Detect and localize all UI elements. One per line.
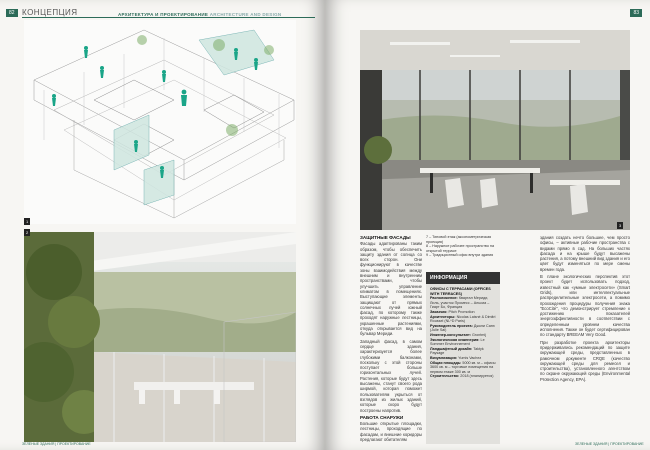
col3-paragraph-1: здания создать нечто большее, чем просто офисы, – активные рабочие пространства с видами прямо в сад. На больших частях фасада и на крыше будут высажены растения, а потому внешний вид здания и его цвет будут изменяться по мере смены времен года. — [540, 235, 630, 272]
footer-left: ЗЕЛЕНЫЕ ЗДАНИЯ | ПРОЕКТИРОВАНИЕ — [22, 442, 91, 446]
caption-9: 9 – Традиционный офис внутри здания — [426, 253, 494, 258]
info-location-label: Расположение: — [430, 296, 458, 301]
col1-paragraph-3: Большие открытые площадки, лестницы, проходящие по фасадам, и внешние коридоры предлагают обитателям — [360, 421, 422, 442]
info-client-value: Pitch Promotion — [448, 309, 475, 314]
running-header-en: ARCHITECTURE AND DESIGN — [209, 12, 282, 17]
info-landscape-value: Taktyk Paysage — [430, 346, 484, 356]
col1-paragraph-1: Фасады адаптированы таким образом, чтобы обеспечить защиту здания от солнца со всех сторон. Они функционируют в качестве зоны взаимодействия между внешним и внутренним пространствами, чтобы улучшить управление климатом в помещениях. Выступающие элементы защищают от прямых солнечных лучей южный фасад, по которому также проходят наружные лестницы, украшенные растениями, откуда открывается вид на бульвар Мериди. — [360, 241, 422, 337]
info-lead-label: Руководитель проекта: — [430, 323, 473, 328]
info-box — [426, 272, 500, 444]
col1-paragraph-2: Западный фасад, в самом сердце здания, характеризуется более глубокими балконами, поскольку с этой стороны поступает больше горизонтальных лучей. Растения, которые будут здесь высажены, станут своего рода ширмой, которая поможет пользователям укрыться от взглядов из жилых зданий, которые скоро будут построены напротив. — [360, 338, 422, 413]
info-engineer-value: Grontmij — [472, 332, 486, 337]
office-photo-svg — [360, 30, 630, 230]
info-landscape-label: Ландшафтный дизайн: — [430, 346, 473, 351]
figure-number-2: 2 — [26, 230, 29, 235]
info-architects-value: Nicolas Laisné & Dimitri Roussel (NL*D Paris) — [430, 314, 496, 324]
terrace-photo — [24, 232, 296, 442]
text-column-3 — [540, 235, 630, 384]
info-area-label: Общая площадь: — [430, 360, 462, 365]
caption-7: 7 – Типовой этаж (аксонометрическая проекция) — [426, 235, 492, 244]
info-eco-label: Экологическая инженерия: — [430, 337, 480, 342]
figure-number-3: 3 — [619, 223, 622, 228]
info-location-value: Квартал Мериди, Лиль, участок Промесс – Альсиа – Гиарт Бо, Франция — [430, 296, 490, 310]
info-box-title: ИНФОРМАЦИЯ — [426, 272, 500, 284]
terrace-photo-svg — [24, 232, 296, 442]
page-number-right: 83 — [630, 9, 642, 17]
info-visualization-label: Визуализация: — [430, 355, 458, 360]
info-construction-value: 2018 (планируется) — [460, 374, 494, 379]
text-column-1 — [360, 235, 422, 444]
info-construction-label: Строительство: — [430, 374, 460, 379]
figure-number-1: 1 — [26, 219, 29, 224]
info-engineer-label: Инженер-консультант: — [430, 332, 471, 337]
info-client-label: Заказчик: — [430, 309, 448, 314]
info-lead-value: Джоли Сапэ (Julie Sai) — [430, 323, 495, 333]
axonometric-drawing — [24, 20, 296, 224]
office-interior-photo — [360, 30, 630, 230]
heading-protective-facades: ЗАЩИТНЫЕ ФАСАДЫ — [360, 235, 411, 240]
footer-right: ЗЕЛЕНЫЕ ЗДАНИЯ | ПРОЕКТИРОВАНИЕ — [575, 442, 644, 446]
info-box-body — [426, 284, 500, 382]
caption-8: 8 – Наружное рабочее пространство на открытой террасе — [426, 244, 495, 253]
info-architects-label: Архитекторы: — [430, 314, 456, 319]
info-area-value: 5000 кв. м – офисы 3600 кв. м – торговые помещения на первом этаже 300 кв. м — [430, 360, 496, 374]
figure-captions — [426, 235, 500, 258]
info-eco-value: Le Sommer Environnement — [430, 337, 485, 347]
section-label: КОНЦЕПЦИЯ — [22, 8, 78, 17]
info-visualization-value: Yumis Vachez — [458, 355, 482, 360]
running-header-ru: АРХИТЕКТУРА И ПРОЕКТИРОВАНИЕ — [118, 12, 209, 17]
heading-outdoor-work: РАБОТА СНАРУЖИ — [360, 414, 404, 420]
info-project: ОФИСЫ С ТЕРРАСАМИ (OFFICES WITH TERRACES) — [430, 287, 491, 296]
page-number-left: 82 — [6, 9, 18, 17]
axonometric-svg — [24, 20, 296, 224]
col3-paragraph-2: В плане экологических перспектив этот проект будет использовать подход, известный как «умные электросети» (Smart Grids), или интеллектуальные распределительные электросети, а помимо прохождения процедуры получения знака "EcoCité", что демонстрирует стремление к достижению показателей энергоэффективности в соответствии с определенным уровнем качества исполнения. Также он будет сертифицирован по стандарту BREEAM Very Good. — [540, 274, 630, 338]
header-rule — [22, 17, 315, 18]
col3-paragraph-3: При разработке проекта архитекторы придерживались рекомендаций по защите окружающей среды, представленных в рамочном документе CRQE (качество окружающей среды для ремесел и строительства), установленного агентством по охране окружающей среды (Environmental Protection Agency, EPA). — [540, 339, 630, 382]
